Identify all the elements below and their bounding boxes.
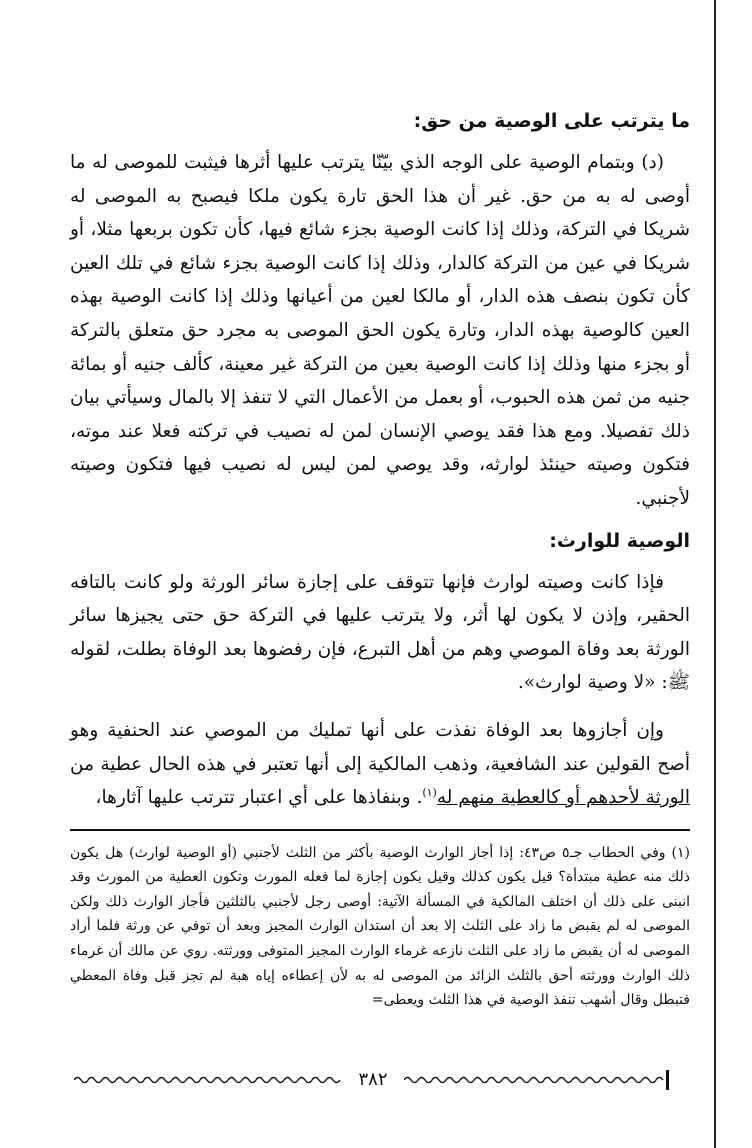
heir-paragraph-1: فإذا كانت وصيته لوارث فإنها تتوقف على إجازة سائر الورثة ولو كانت بالتافه الحقير، وإذن لا يكون لها أثر، ولا يترتب عليها في التركة حق حتى يجيزها سائر الورثة بعد وفاة الموصي وهم من أهل التبرع، فإن رفضوها بعد الوفاة بطلت، لقوله ﷺ: «لا وصية لوارث». (70, 571, 690, 694)
heir-paragraph-2-end: . وبنفاذها على أي اعتبار تترتب عليها آثارها، (95, 787, 423, 809)
footnote-separator (70, 829, 690, 831)
heir-paragraph-2 (70, 714, 690, 815)
footer-end-bar (666, 1070, 669, 1090)
heir-heading: الوصية للوارث: (549, 529, 690, 552)
page-number: ٣٨٢ (358, 1069, 388, 1090)
page-edge-line (714, 0, 716, 1148)
footer-wave-right (404, 1072, 664, 1088)
footnote-reference[interactable]: (١) (422, 785, 437, 799)
page-body (70, 106, 690, 1013)
heir-paragraph-2-start: وإن أجازوها بعد الوفاة نفذت على أنها تمليك من الموصي عند الحنفية وهو أصح القولين عند الشافعية، وذهب المالكية إلى أنها تعتبر في هذه الحال عطية من (70, 719, 690, 775)
effects-paragraph: (د) وبتمام الوصية على الوجه الذي بيّنّا يترتب عليها أثرها فيثبت للموصى له ما أوصى له به من حق. غير أن هذا الحق تارة يكون ملكا فيصبح به الموصى له شريكا في التركة، وذلك إذا كانت الوصية بجزء شائع فيها، كأن تكون بربعها مثلا، أو شريكا في عين من التركة كالدار، وذلك إذا كانت الوصية بجزء شائع في تلك العين كأن تكون بنصف هذه الدار، أو مالكا لعين من أعيانها وذلك إذا كانت الوصية بهذه العين كالوصية بهذه الدار، وتارة يكون الحق الموصى به مجرد حق متعلق بالتركة أو بجزء منها وذلك إذا كانت الوصية بعين من التركة غير معينة، كألف جنيه أو بمائة جنيه من ثمن هذه الحبوب، أو بعمل من الأعمال التي لا تنفذ إلا بالمال وسيأتي بيان ذلك تفصيلا. ومع هذا فقد يوصي الإنسان لمن له نصيب في تركته فعلا عند موته، فتكون وصيته حينئذ لوارثه، وقد يوصي لمن ليس له نصيب فيها فتكون وصيته لأجنبي. (70, 152, 691, 509)
page-footer (74, 1068, 670, 1094)
footnote-text: (١) وفي الحطاب جـ٥ ص٤٣: إذا أجاز الوارث الوصية بأكثر من الثلث لأجنبي (أو الوصية لوارث) هل يكون ذلك منه عطية مبتدأة؟ قيل يكون كذلك وقيل يكون إجازة لما فعله المورث وتكون العطية من المورث وقد انبنى على ذلك أن اختلف المالكية في المسألة الآتية: أوصى رجل لأجنبي بالثلثين فأجاز الوارث ذلك ولكن الموصى له لم يقبض ما زاد على الثلث إلا بعد أن استدان الوارث المجيز وبعد أن توفي عن ورثة فلما أراد الموصى له أن يقبض ما زاد على الثلث نازعه غرماء الوارث المجيز المتوفى وورثته. روي عن مالك أن غرماء ذلك الوارث وورثته أحق بالثلث الزائد من الموصى له به لأن إعطاءه إياه هبة لم تجز قبل وفاة المعطي فتبطل وقال أشهب تنفذ الوصية في هذا الثلث ويعطى= (70, 844, 690, 1009)
heir-paragraph-2-underlined: الورثة لأحدهم أو كالعطية منهم له (436, 787, 690, 809)
footer-wave-left (74, 1072, 342, 1088)
effects-heading: ما يترتب على الوصية من حق: (413, 110, 690, 132)
